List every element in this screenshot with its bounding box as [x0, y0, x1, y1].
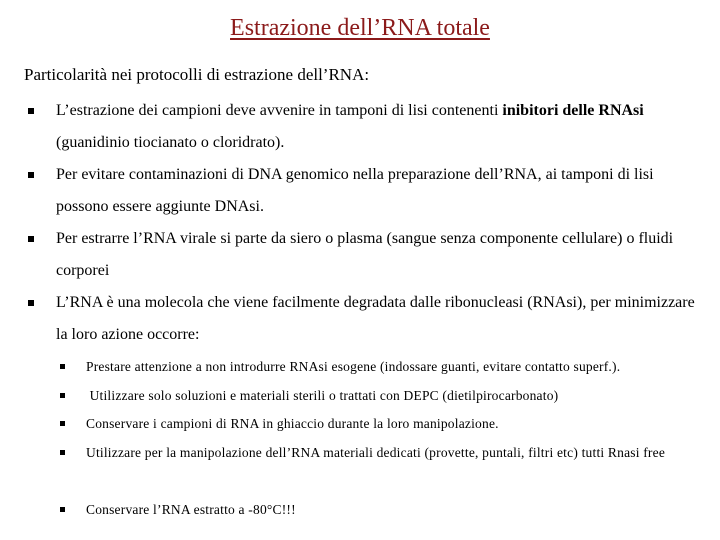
bullet-text-after: (guanidinio tiocianato o cloridrato). [56, 134, 285, 151]
bullet-icon [28, 236, 34, 242]
sub-bullet-text: Utilizzare per la manipolazione dell’RNA materiali dedicati (provette, puntali, filtri etc) tutti Rnasi free [86, 445, 666, 460]
sub-bullet-item-4 [86, 439, 706, 467]
bullet-item-4 [56, 287, 696, 351]
sub-bullet-item-1 [86, 353, 706, 381]
sub-bullet-icon [60, 507, 65, 512]
bullet-text: Per estrarre l’RNA virale si parte da siero o plasma (sangue senza componente cellulare) o fluidi corporei [56, 230, 674, 279]
sub-bullet-text: Conservare l’RNA estratto a -80°C!!! [86, 502, 296, 517]
sub-bullet-icon [60, 421, 65, 426]
sub-bullet-text: Utilizzare solo soluzioni e materiali sterili o trattati con DEPC (dietilpirocarbonato) [86, 388, 559, 403]
sub-bullet-text: Prestare attenzione a non introdurre RNAsi esogene (indossare guanti, evitare contatto superf.). [86, 359, 621, 374]
intro-text: Particolarità nei protocolli di estrazione dell’RNA: [24, 65, 370, 84]
bullet-icon [28, 300, 34, 306]
bullet-text: Per evitare contaminazioni di DNA genomico nella preparazione dell’RNA, ai tamponi di lisi possono essere aggiunte DNAsi. [56, 166, 654, 215]
bullet-item-2 [56, 159, 696, 223]
sub-bullet-item-5 [86, 496, 706, 524]
bullet-text: L’RNA è una molecola che viene facilmente degradata dalle ribonucleasi (RNAsi), per minimizzare la loro azione occorre: [56, 294, 695, 343]
sub-bullet-item-3 [86, 410, 706, 438]
bullet-item-1 [56, 95, 696, 159]
sub-bullet-icon [60, 364, 65, 369]
bullet-text-bold: inibitori delle RNAsi [502, 102, 644, 119]
bullet-icon [28, 108, 34, 114]
bullet-text-before: L’estrazione dei campioni deve avvenire in tamponi di lisi contenenti [56, 102, 503, 119]
sub-bullet-icon [60, 450, 65, 455]
sub-bullet-text: Conservare i campioni di RNA in ghiaccio durante la loro manipolazione. [86, 416, 499, 431]
bullet-item-3 [56, 223, 696, 287]
bullet-icon [28, 172, 34, 178]
page-title: Estrazione dell’RNA totale [230, 15, 490, 41]
sub-bullet-icon [60, 393, 65, 398]
sub-bullet-item-2 [86, 382, 706, 410]
